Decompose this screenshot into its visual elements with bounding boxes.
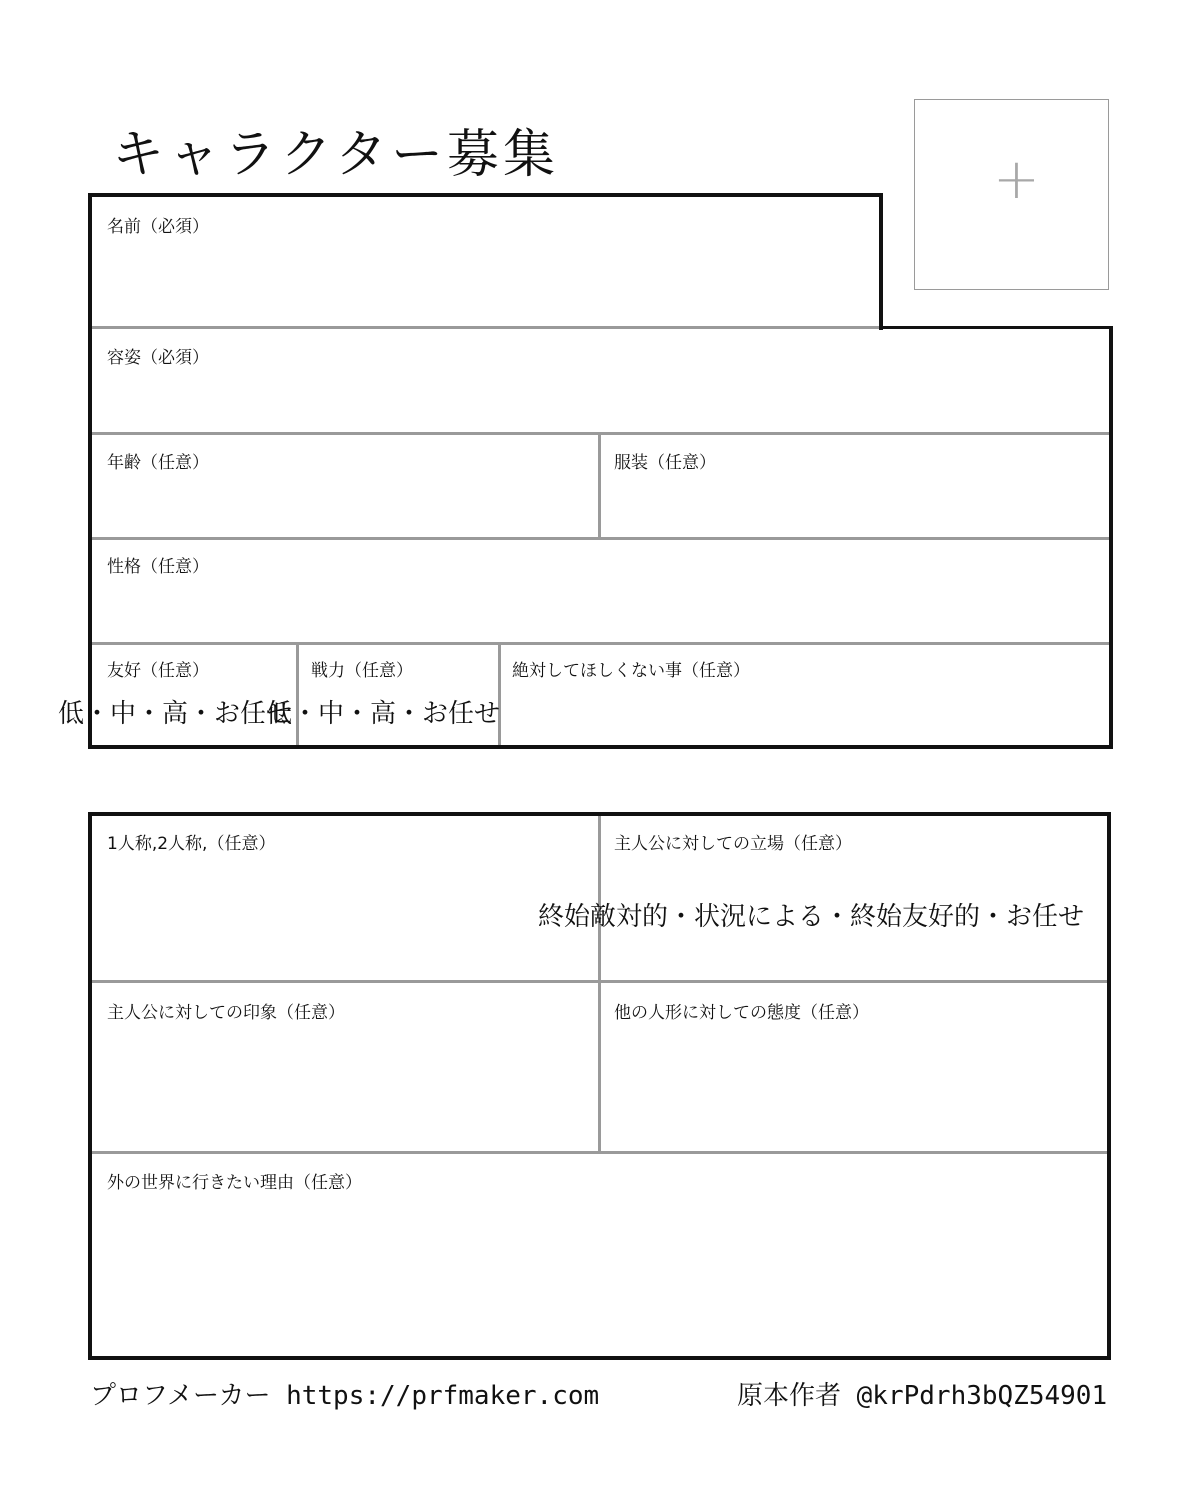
s2-bottom-border [88, 1356, 1111, 1360]
s1-name-right-border [879, 193, 883, 330]
s1-top-border [88, 193, 882, 197]
s2-left-border [88, 812, 92, 1360]
maker-credit: プロフメーカー https://prfmaker.com [90, 1381, 600, 1411]
s1-divider-name [92, 326, 879, 329]
photo-upload-slot[interactable] [914, 99, 1109, 290]
impression-field-label: 主人公に対しての印象（任意） [107, 1003, 345, 1023]
s2-divider-row1 [92, 980, 1107, 983]
age-field-label: 年齢（任意） [107, 453, 209, 473]
combat-options: 低・中・高・お任せ [266, 699, 501, 729]
s1-step-border [879, 326, 1113, 329]
friendliness-options: 低・中・高・お任せ [58, 699, 293, 729]
s1-divider-age [92, 537, 1109, 540]
stance-options: 終始敵対的・状況による・終始友好的・お任せ [538, 902, 1085, 932]
s2-divider-vertical [598, 816, 601, 1152]
plus-icon: + [993, 147, 1040, 212]
reason-field-label: 外の世界に行きたい理由（任意） [107, 1173, 362, 1193]
appearance-field-label: 容姿（必須） [107, 348, 209, 368]
clothes-field-label: 服装（任意） [614, 453, 716, 473]
name-field-label: 名前（必須） [107, 217, 209, 237]
stance-field-label: 主人公に対しての立場（任意） [614, 834, 852, 854]
pronouns-field-label: 1人称,2人称,（任意） [107, 834, 276, 854]
attitude-field-label: 他の人形に対しての態度（任意） [614, 1003, 869, 1023]
s1-bottom-border [88, 745, 1113, 749]
s1-left-border [88, 193, 92, 749]
author-credit: 原本作者 @krPdrh3bQZ54901 [737, 1381, 1108, 1411]
s1-right-border [1109, 326, 1113, 749]
s2-right-border [1107, 812, 1111, 1360]
personality-field-label: 性格（任意） [107, 557, 209, 577]
taboo-field-label: 絶対してほしくない事（任意） [512, 661, 750, 681]
combat-field-label: 戦力（任意） [311, 661, 413, 681]
s1-divider-personality [92, 642, 1109, 645]
s2-divider-row2 [92, 1151, 1107, 1154]
friendliness-field-label: 友好（任意） [107, 661, 209, 681]
page-title: キャラクター募集 [112, 125, 559, 185]
s1-divider-age-clothes [598, 435, 601, 537]
